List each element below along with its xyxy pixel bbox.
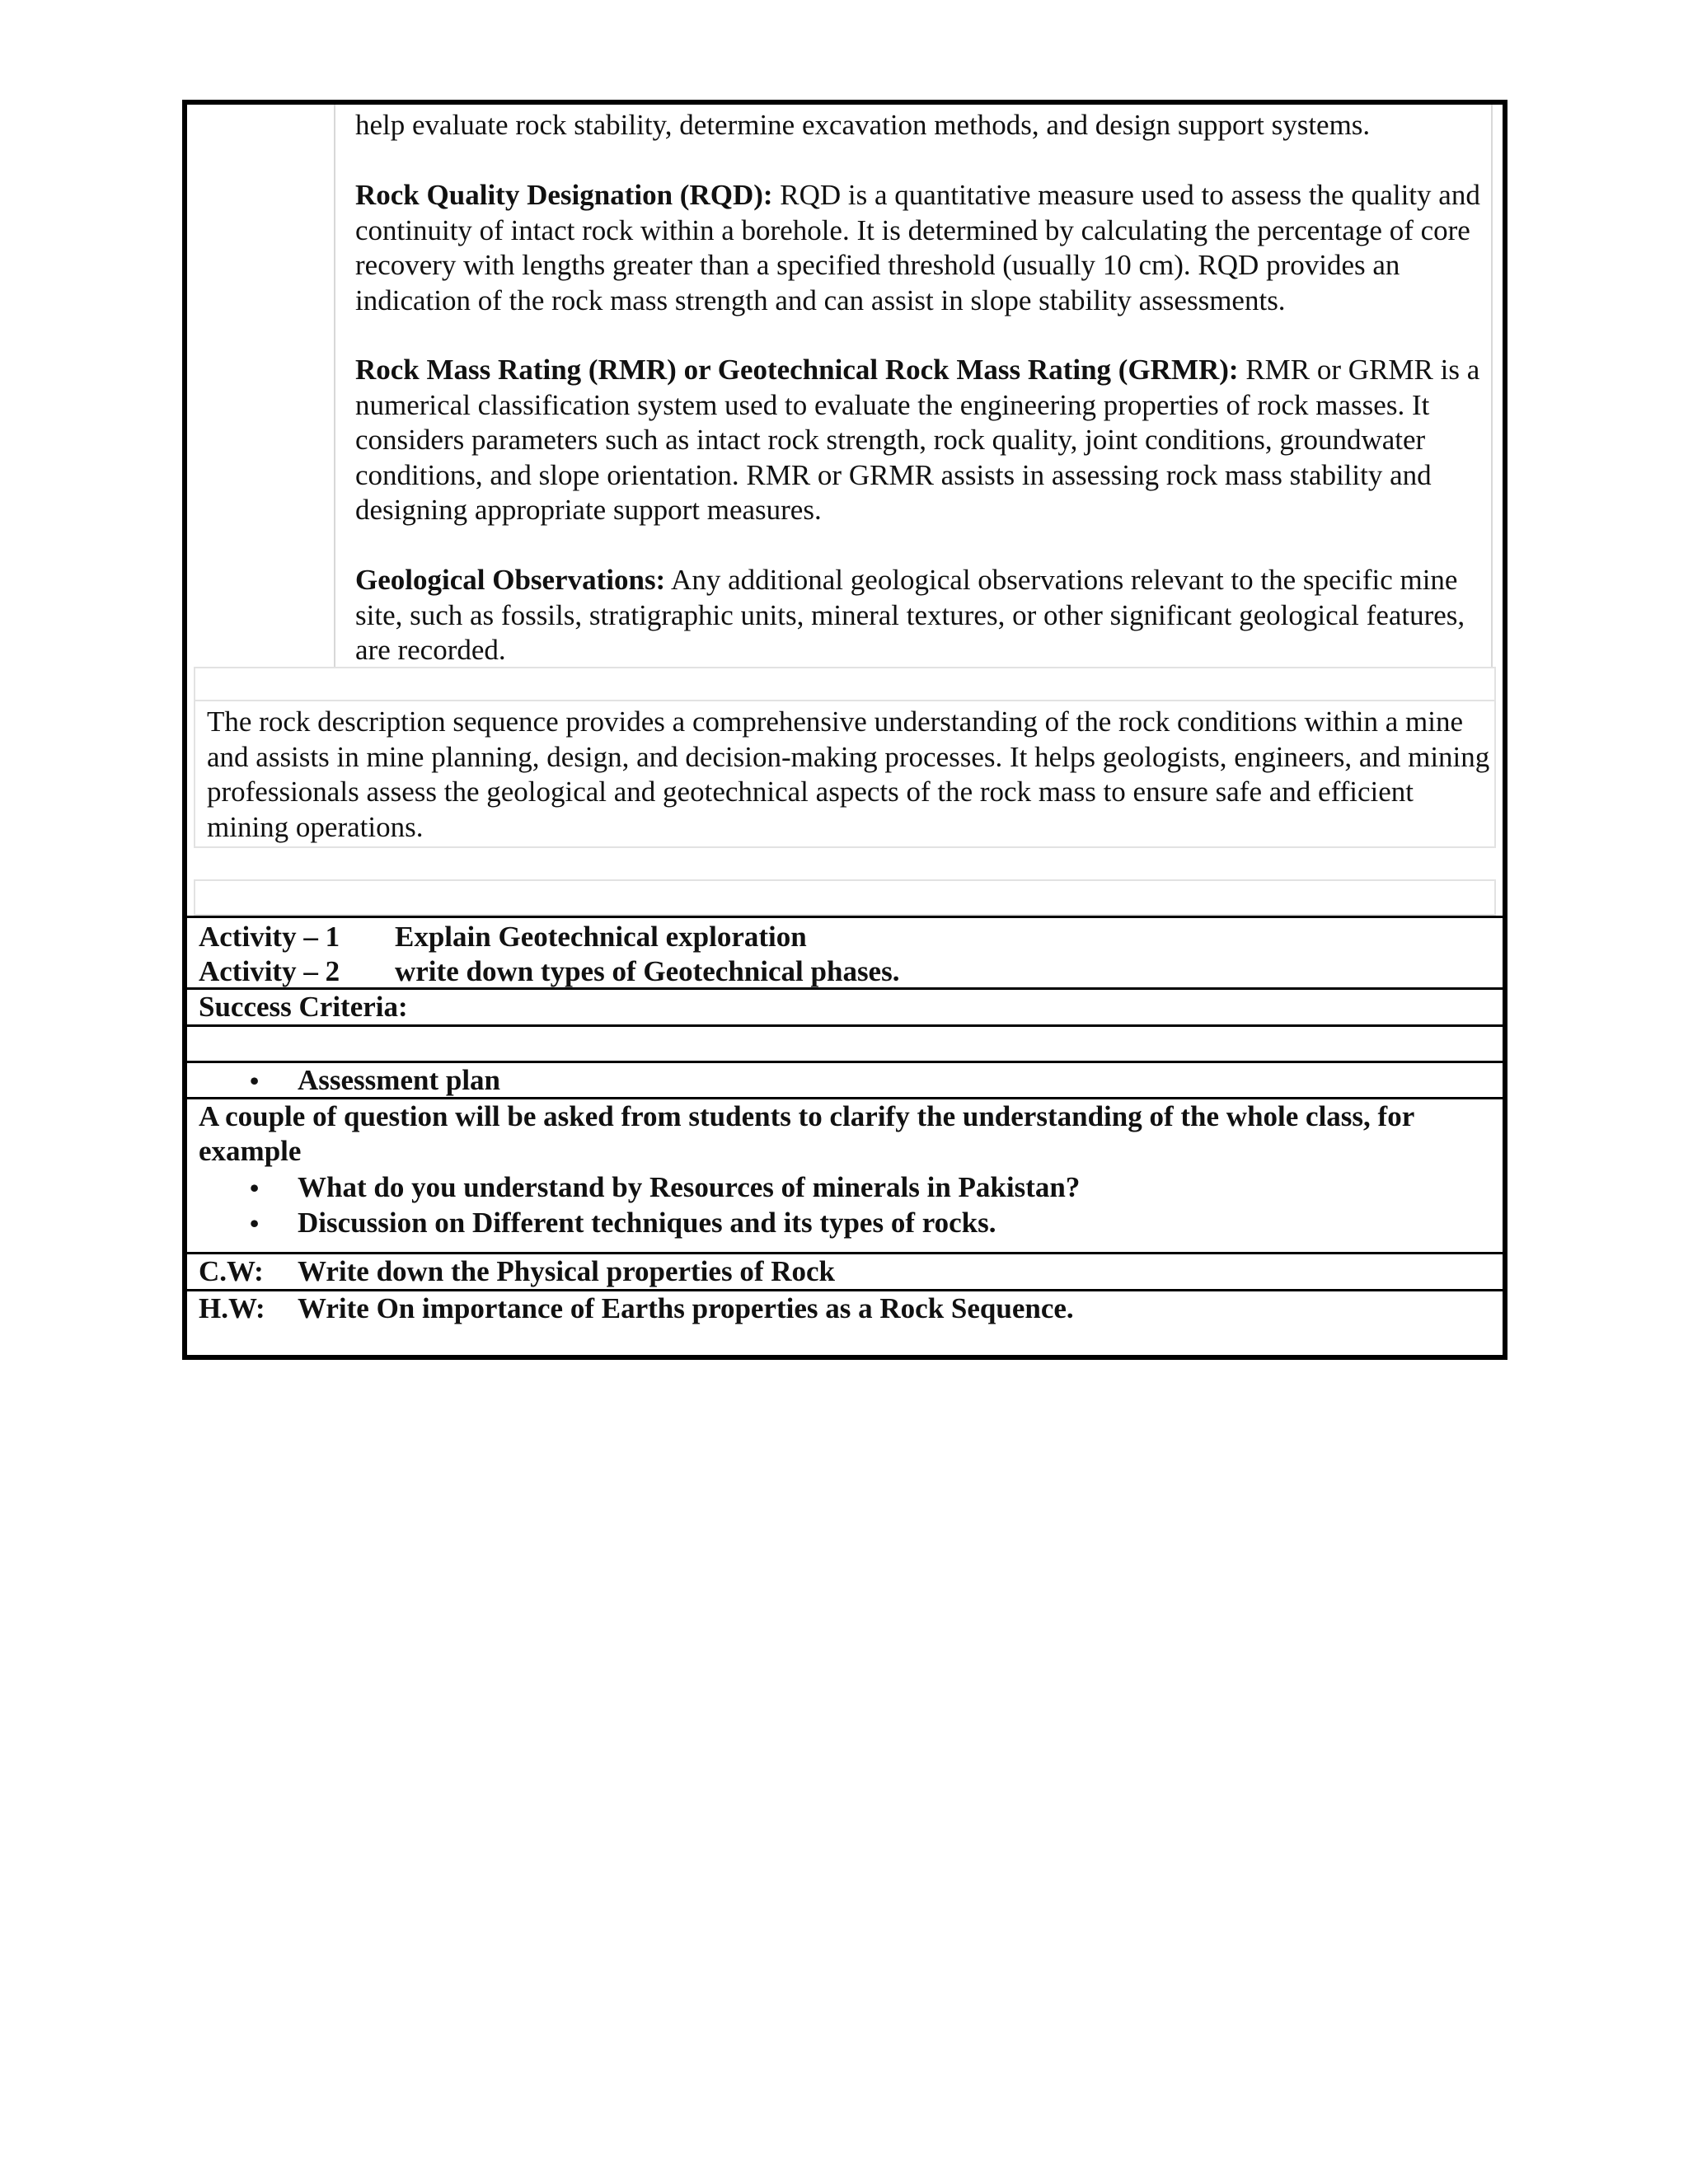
assessment-intro-line-1: A couple of question will be asked from students to clarify the understanding of the whole class, for: [199, 1100, 1415, 1132]
rmr-text: RMR or GRMR is a numerical classification system used to evaluate the engineering properties of rock masses. It considers parameters such as intact rock strength, rock quality, joint conditions, groundwater conditions, and slope orientation. RMR or GRMR assists in assessing rock mass stability and designing appropriate support measures.: [355, 354, 1480, 526]
assessment-intro-line-2: example: [199, 1135, 302, 1167]
geological-observations-paragraph: [355, 563, 1501, 668]
activity-1-text: Explain Geotechnical exploration: [395, 921, 807, 953]
homework-label: H.W:: [199, 1292, 265, 1324]
intro-text: help evaluate rock stability, determine excavation methods, and design support systems.: [355, 109, 1371, 141]
assessment-plan-heading: Assessment plan: [298, 1064, 501, 1096]
rmr-paragraph: [355, 353, 1501, 528]
geological-observations-label: Geological Observations:: [355, 564, 666, 596]
geological-observations-text: Any additional geological observations relevant to the specific mine site, such as fossils, stratigraphic units, mineral textures, or other significant geological features, are recorded.: [355, 564, 1465, 666]
questions-row: [187, 1097, 1503, 1252]
classwork-row: [187, 1252, 1503, 1289]
classwork-text: Write down the Physical properties of Rock: [298, 1255, 835, 1287]
rock-description-cell: [335, 105, 1493, 667]
success-criteria-row: [187, 987, 1503, 1024]
activity-2-label: Activity – 2: [199, 955, 340, 987]
rqd-paragraph: [355, 178, 1501, 318]
summary-paragraph: The rock description sequence provides a comprehensive understanding of the rock conditions within a mine and assists in mine planning, design, and decision-making processes. It helps geologists, engineers, and mining professionals assess the geological and geotechnical aspects of the rock mass to ensure safe and efficient mining operations.: [207, 705, 1490, 843]
question-1: What do you understand by Resources of minerals in Pakistan?: [298, 1171, 1081, 1203]
lesson-plan-table: [182, 100, 1507, 1360]
rqd-text: RQD is a quantitative measure used to assess the quality and continuity of intact rock within a borehole. It is determined by calculating the percentage of core recovery with lengths greater than a specified threshold (usually 10 cm). RQD provides an indication of the rock mass strength and can assist in slope stability assessments.: [355, 179, 1480, 316]
rmr-label: Rock Mass Rating (RMR) or Geotechnical Rock Mass Rating (GRMR):: [355, 354, 1239, 386]
bullet-icon: •: [250, 1066, 260, 1095]
question-2: Discussion on Different techniques and its types of rocks.: [298, 1207, 996, 1239]
rqd-label: Rock Quality Designation (RQD):: [355, 179, 773, 211]
empty-row: [187, 1024, 1503, 1061]
homework-text: Write On importance of Earths properties as a Rock Sequence.: [298, 1292, 1074, 1324]
activities-row: [187, 916, 1503, 987]
success-criteria-label: Success Criteria:: [199, 991, 408, 1023]
rock-description-section: [187, 105, 1503, 959]
bullet-icon: •: [250, 1173, 260, 1202]
activity-1-label: Activity – 1: [199, 921, 340, 953]
bullet-icon: •: [250, 1208, 260, 1238]
spacer-row: [194, 667, 1496, 701]
assessment-plan-row: [187, 1061, 1503, 1097]
left-column-empty: [187, 105, 335, 667]
activity-2-text: write down types of Geotechnical phases.: [395, 955, 900, 987]
intro-paragraph: [355, 108, 1501, 143]
classwork-label: C.W:: [199, 1255, 264, 1287]
summary-cell: [194, 701, 1496, 848]
homework-row: [187, 1289, 1503, 1326]
spacer-row: [194, 879, 1496, 916]
